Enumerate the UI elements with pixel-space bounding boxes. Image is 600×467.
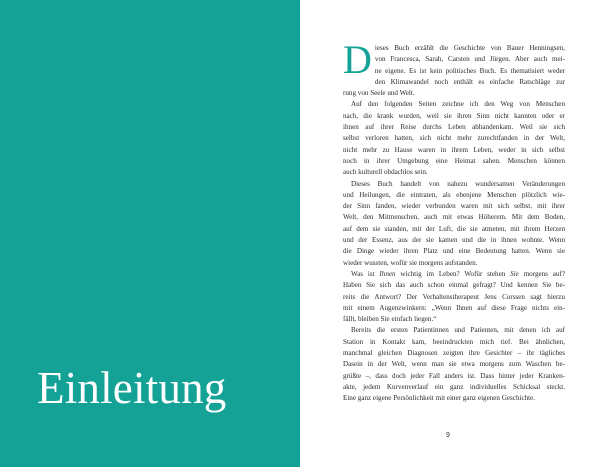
paragraph-p3 xyxy=(343,179,565,269)
text-line: wieder wussten, wofür sie morgens aufstanden. xyxy=(343,258,478,267)
drop-cap: D xyxy=(343,37,372,82)
text-line: und Heilungen, die eintraten, als ebenjene Menschen plötzlich wie- xyxy=(343,190,565,199)
text-line: grüßte –, dass doch jeder Fall anders ist. Dass hinter jeder Kranken- xyxy=(343,371,565,380)
text-line: der Sinn fanden, wieder verbunden waren mit sich selbst, mit ihrer xyxy=(343,202,565,211)
text-line: Eine ganz eigene Persönlichkeit mit einer ganz eigenen Geschichte. xyxy=(343,394,536,403)
text-line: Haben Sie sich das auch schon einmal gefragt? Und kennen Sie be- xyxy=(343,281,565,290)
text-line: fällt, bleiben Sie einfach liegen.“ xyxy=(343,315,437,324)
text-line: Auf den folgenden Seiten zeichne ich den Weg von Menschen xyxy=(351,100,565,109)
text-line: ieses Buch erzählt die Geschichte von Bauer Henningsen, xyxy=(374,44,565,52)
text-line: nicht mehr zu Hause waren in ihrem Leben, weder in sich selbst xyxy=(343,145,565,154)
paragraph-p2 xyxy=(343,99,565,178)
text-line: Bereits die ersten Patientinnen und Patienten, mit denen ich auf xyxy=(351,326,565,335)
text-line: mit einem Augenzwinkern: „Wenn Ihnen auf diese Frage nichts ein- xyxy=(343,303,565,312)
text-line: Station in Kontakt kam, beeindruckten mich tief. Bei ähnlichen, xyxy=(343,337,565,346)
text-line: auf dem sie standen, mit der Luft, die sie atmeten, mit ihrem Herzen xyxy=(343,224,565,233)
page-number: 9 xyxy=(446,432,450,439)
body-text xyxy=(343,37,565,405)
text-line: Dieses Buch handelt von nahezu wundersamen Veränderungen xyxy=(351,179,565,188)
text-line: von Francesca, Sarah, Carsten und Jürgen. Aber auch mei- xyxy=(374,55,565,64)
text-line: den Klimawandel noch enthält es einfache Ratschläge zur xyxy=(374,77,565,86)
chapter-title: Einleitung xyxy=(37,363,227,413)
text-line: auch kulturell obdachlos sein. xyxy=(343,168,428,177)
text-line: nach, die krank wurden, weil sie ihren Sinn nicht kannten oder er xyxy=(343,111,565,120)
text-line: manchmal gleichen Diagnosen zeigten ihre Gesichter – ihr tägliches xyxy=(343,349,565,358)
text-line: noch in ihrer Umgebung eine Heimat sahen. Menschen können xyxy=(343,156,565,165)
right-page xyxy=(300,0,600,467)
text-line: Welt, den Mitmenschen, auch mit etwas Höherem. Mit dem Boden, xyxy=(343,213,565,222)
text-line: rung von Seele und Welt. xyxy=(343,89,415,98)
text-line: Was ist Ihnen wichtig im Leben? Wofür stehen Sie morgens auf? xyxy=(351,269,565,278)
paragraph-p4 xyxy=(343,269,565,325)
paragraph-p5 xyxy=(343,325,565,404)
text-line: die Dinge wieder ihren Platz und eine Bedeutung hatten. Wenn sie xyxy=(343,247,565,256)
text-line: ihnen auf ihrer Reise durchs Leben abhandenkam. Weil sie sich xyxy=(343,123,565,132)
text-line: Dasein in der Welt, wenn man sie etwa morgens zum Waschen be- xyxy=(343,360,565,369)
text-line: und der Essenz, aus der sie kamen und die in ihnen wohnte. Wenn xyxy=(343,236,565,245)
text-line: selbst verloren hatten, sich nicht mehr zurechtfanden in der Welt, xyxy=(343,134,565,143)
text-line: reits die Antwort? Der Verhaltenstherapeut Jens Corssen sagt hierzu xyxy=(343,292,565,301)
paragraph-p1 xyxy=(343,37,565,99)
text-line: ne eigene. Es ist kein politisches Buch. Es thematisiert weder xyxy=(374,66,565,75)
text-line: akte, jedem Kurvenverlauf ein ganz individuelles Schicksal steckt. xyxy=(343,382,565,391)
